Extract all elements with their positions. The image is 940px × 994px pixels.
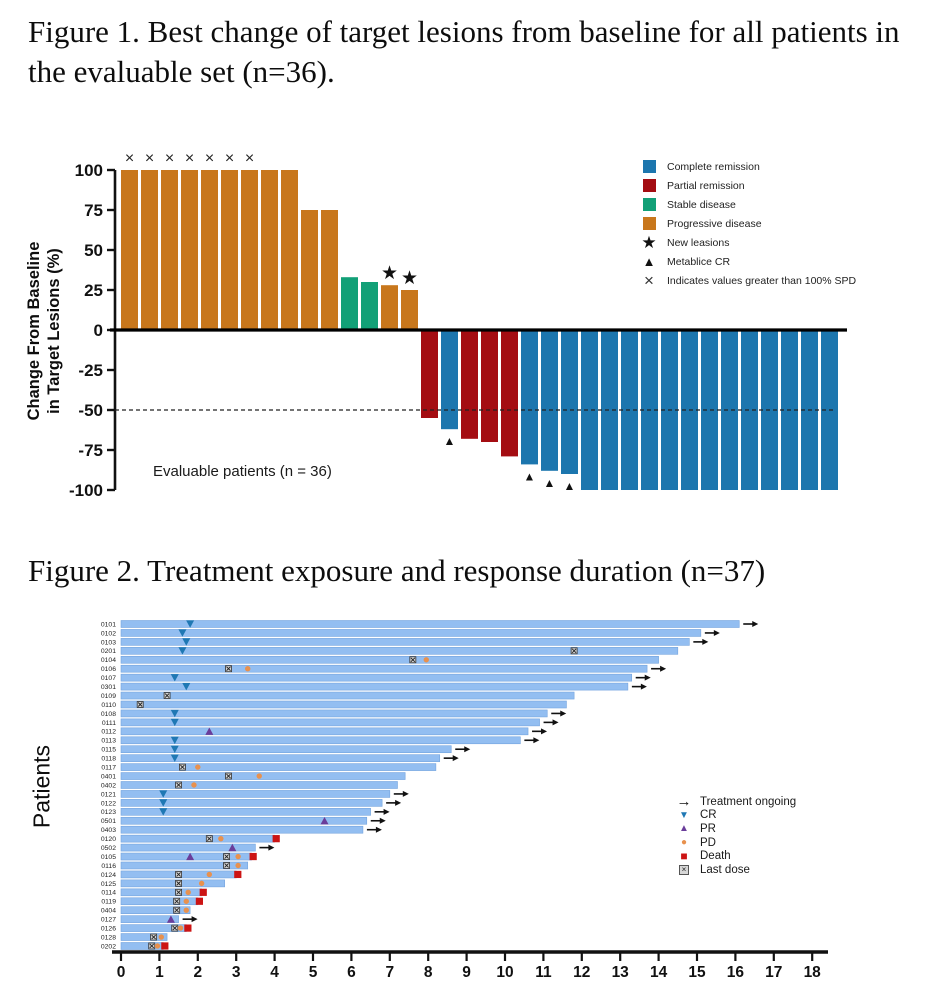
legend-label: Metablice CR	[667, 255, 731, 268]
pd-marker	[424, 657, 429, 662]
waterfall-bar	[161, 170, 178, 330]
death-square-icon: ■	[680, 849, 688, 864]
metablice-cr-triangle-mark: ▲	[523, 469, 536, 484]
legend-label: Progressive disease	[667, 217, 762, 230]
legend-label: PR	[700, 822, 716, 835]
legend-item	[676, 795, 796, 809]
patient-id-label: 0124	[100, 871, 116, 879]
x-tick-label: 10	[496, 964, 514, 981]
figure2-legend	[676, 795, 796, 877]
waterfall-bar	[361, 282, 378, 330]
legend-color-swatch	[642, 198, 656, 211]
patient-id-label: 0108	[100, 710, 116, 718]
waterfall-bar	[221, 170, 238, 330]
pd-marker	[218, 836, 223, 841]
death-marker	[200, 889, 207, 896]
patient-id-label: 0120	[100, 836, 116, 844]
legend-item	[676, 836, 796, 850]
death-marker	[250, 853, 257, 860]
waterfall-bar	[321, 210, 338, 330]
patient-id-label: 0101	[100, 621, 116, 629]
legend-color-swatch	[642, 217, 656, 230]
legend-item	[642, 252, 856, 271]
patient-id-label: 0301	[100, 684, 116, 692]
y-tick-label: 25	[84, 281, 103, 300]
waterfall-bar	[181, 170, 198, 330]
x-tick-label: 7	[385, 964, 395, 981]
x-tick-label: 15	[688, 964, 706, 981]
x-tick-label: 14	[649, 964, 668, 981]
x-tick-label: 2	[193, 964, 203, 981]
legend-item	[676, 809, 796, 823]
patient-id-label: 0112	[101, 728, 116, 736]
patient-id-label: 0105	[100, 853, 116, 861]
swimmer-bar	[121, 817, 367, 824]
y-tick-label: -75	[78, 441, 103, 460]
patient-id-label: 0126	[100, 925, 116, 933]
x-tick-label: 5	[308, 964, 318, 981]
swimmer-bar	[121, 746, 451, 753]
swimmer-bar	[121, 781, 397, 788]
waterfall-bar	[141, 170, 158, 330]
x-tick-label: 4	[270, 964, 279, 981]
death-marker	[196, 898, 203, 905]
swimmer-bar	[121, 701, 566, 708]
waterfall-bar	[261, 170, 278, 330]
swimmer-bar	[121, 737, 520, 744]
patient-id-label: 0119	[101, 898, 116, 906]
x-tick-label: 17	[765, 964, 783, 981]
waterfall-bar	[201, 170, 218, 330]
patient-id-label: 0115	[101, 746, 116, 754]
legend-label: New leasions	[667, 236, 730, 249]
legend-label: Stable disease	[667, 198, 736, 211]
figure2-chart-area	[0, 604, 940, 994]
swimmer-bar	[121, 692, 574, 699]
y-tick-label: 75	[84, 201, 103, 220]
patient-id-label: 0201	[100, 648, 116, 656]
legend-item	[642, 214, 856, 233]
patient-id-label: 0104	[100, 657, 116, 665]
y-tick-label: -50	[78, 401, 103, 420]
legend-item	[642, 271, 856, 290]
waterfall-bar	[481, 330, 498, 442]
patient-id-label: 0103	[100, 639, 116, 647]
y-tick-label: -25	[78, 361, 103, 380]
pd-marker	[195, 764, 200, 769]
metablice-cr-triangle-mark: ▲	[543, 475, 556, 490]
gt100-x-mark: ×	[184, 150, 195, 167]
swimmer-bar	[121, 808, 371, 815]
gt100-x-mark: ×	[124, 150, 135, 167]
waterfall-bar	[521, 330, 538, 464]
x-tick-label: 3	[231, 964, 241, 981]
pd-marker	[155, 943, 160, 948]
waterfall-bar	[461, 330, 478, 439]
pd-marker	[257, 773, 262, 778]
swimmer-bar	[121, 728, 528, 735]
patient-id-label: 0116	[101, 862, 116, 870]
legend-item	[676, 849, 796, 863]
swimmer-bar	[121, 621, 739, 628]
patient-id-label: 0114	[101, 889, 116, 897]
pd-marker	[186, 890, 191, 895]
y-tick-label: 50	[84, 241, 103, 260]
patient-id-label: 0401	[100, 773, 116, 781]
figure1-y-axis-label: Change From Baseline in Target Lesions (%)	[25, 241, 63, 421]
waterfall-bar	[121, 170, 138, 330]
death-marker	[184, 924, 191, 931]
x-tick-label: 16	[726, 964, 745, 981]
gt100-x-mark: ×	[244, 150, 255, 167]
swimmer-bar	[121, 719, 540, 726]
swimmer-bar	[121, 674, 632, 681]
patient-id-label: 0110	[101, 701, 116, 709]
waterfall-bar	[721, 330, 738, 490]
waterfall-bar	[381, 285, 398, 330]
cr-triangle-down-icon: ▼	[679, 809, 689, 821]
patient-id-label: 0501	[100, 818, 116, 826]
patient-id-label: 0125	[100, 880, 116, 888]
legend-label: Indicates values greater than 100% SPD	[667, 274, 857, 287]
x-tick-label: 11	[535, 964, 552, 981]
patient-id-label: 0117	[101, 764, 116, 772]
pd-marker	[235, 863, 240, 868]
x-tick-label: 9	[462, 964, 471, 981]
x-tick-label: 6	[347, 964, 356, 981]
y-tick-label: -100	[68, 481, 103, 500]
x-tick-label: 18	[803, 964, 821, 981]
x-tick-label: 1	[155, 964, 164, 981]
waterfall-bar	[421, 330, 438, 418]
patient-id-label: 0118	[101, 755, 116, 763]
waterfall-bar	[301, 210, 318, 330]
pd-dot-icon: ●	[680, 837, 688, 849]
gt100-x-mark: ×	[204, 150, 215, 167]
swimmer-bar	[121, 683, 628, 690]
figure1-annotation: Evaluable patients (n = 36)	[153, 463, 332, 480]
patient-id-label: 0127	[100, 916, 116, 924]
legend-label: CR	[700, 809, 717, 822]
pd-marker	[184, 899, 189, 904]
figure1-title: Figure 1. Best change of target lesions from baseline for all patients in the evaluable set (n=36).	[28, 14, 900, 89]
swimmer-bar	[121, 764, 436, 771]
pd-marker	[199, 881, 204, 886]
swimmer-bar	[121, 853, 252, 860]
waterfall-bar	[341, 277, 358, 330]
swimmer-chart	[0, 604, 940, 994]
patient-id-label: 0502	[100, 845, 116, 852]
legend-color-swatch	[642, 179, 656, 192]
new-lesion-star-mark: ★	[380, 263, 399, 285]
waterfall-bar	[441, 330, 458, 429]
pd-marker	[184, 908, 189, 913]
legend-label: PD	[700, 836, 716, 849]
waterfall-bar	[501, 330, 518, 456]
legend-color-swatch	[642, 160, 656, 173]
pr-triangle-up-icon: ▲	[679, 823, 689, 835]
swimmer-bar	[121, 656, 659, 663]
patient-id-label: 0121	[100, 791, 116, 799]
metablice-cr-triangle-mark: ▲	[443, 434, 456, 449]
patient-id-label: 0109	[100, 692, 116, 700]
swimmer-bar	[121, 665, 647, 672]
pd-marker	[207, 872, 212, 877]
death-marker	[234, 871, 241, 878]
y-tick-label: 0	[93, 321, 103, 340]
legend-item	[642, 233, 856, 252]
x-tick-label: 13	[611, 964, 629, 981]
pd-marker	[245, 666, 250, 671]
legend-item	[642, 176, 856, 195]
patient-id-label: 0128	[100, 934, 116, 942]
waterfall-bar	[541, 330, 558, 471]
swimmer-bar	[121, 755, 440, 762]
pd-marker	[235, 854, 240, 859]
pd-marker	[159, 934, 164, 939]
legend-label: Complete remission	[667, 160, 760, 173]
swimmer-bar	[121, 835, 275, 842]
waterfall-bar	[281, 170, 298, 330]
legend-item	[676, 822, 796, 836]
waterfall-bar	[401, 290, 418, 330]
arrow-right-icon: →	[676, 793, 692, 811]
swimmer-bar	[121, 629, 701, 636]
legend-label: Death	[700, 850, 731, 863]
swimmer-bar	[121, 638, 689, 645]
legend-label: Treatment ongoing	[700, 795, 797, 808]
swimmer-bar	[121, 773, 405, 780]
x-mark-icon: ×	[644, 270, 654, 290]
patient-id-label: 0404	[100, 907, 116, 915]
pd-marker	[191, 782, 196, 787]
new-lesion-star-mark: ★	[400, 268, 419, 289]
gt100-x-mark: ×	[144, 150, 155, 167]
patient-id-label: 0402	[100, 782, 116, 790]
swimmer-bar	[121, 880, 225, 887]
x-tick-label: 12	[573, 964, 591, 981]
waterfall-bar	[581, 330, 598, 490]
x-tick-label: 0	[116, 964, 126, 981]
gt100-x-mark: ×	[164, 150, 175, 167]
patient-id-label: 0102	[100, 630, 116, 638]
figure1-legend	[642, 157, 856, 290]
swimmer-bar	[121, 826, 363, 833]
pd-marker	[178, 925, 183, 930]
metablice-cr-triangle-mark: ▲	[563, 479, 576, 493]
swimmer-bar	[121, 647, 678, 654]
legend-item	[676, 863, 796, 877]
patient-id-label: 0111	[101, 719, 116, 727]
star-icon: ★	[641, 232, 657, 252]
patient-id-label: 0106	[100, 666, 116, 674]
patient-id-label: 0403	[100, 827, 116, 835]
patient-id-label: 0107	[100, 675, 116, 683]
legend-label: Partial remission	[667, 179, 745, 192]
waterfall-bar	[561, 330, 578, 474]
legend-item	[642, 195, 856, 214]
swimmer-bar	[121, 710, 547, 717]
patient-id-label: 0123	[100, 809, 116, 817]
figure2-y-axis-label: Patients	[28, 744, 55, 829]
x-tick-label: 8	[423, 964, 433, 981]
last-dose-box-icon: ×	[676, 864, 692, 876]
gt100-x-mark: ×	[224, 150, 235, 167]
y-tick-label: 100	[74, 161, 103, 180]
death-marker	[161, 942, 168, 949]
figure2-title: Figure 2. Treatment exposure and response duration (n=37)	[28, 553, 766, 588]
waterfall-bar	[241, 170, 258, 330]
patient-id-label: 0113	[101, 737, 116, 745]
legend-item	[642, 157, 856, 176]
death-marker	[273, 835, 280, 842]
patient-id-label: 0122	[100, 800, 116, 808]
patient-id-label: 0202	[100, 943, 116, 951]
legend-label: Last dose	[700, 863, 750, 876]
triangle-icon: ▲	[642, 254, 656, 269]
